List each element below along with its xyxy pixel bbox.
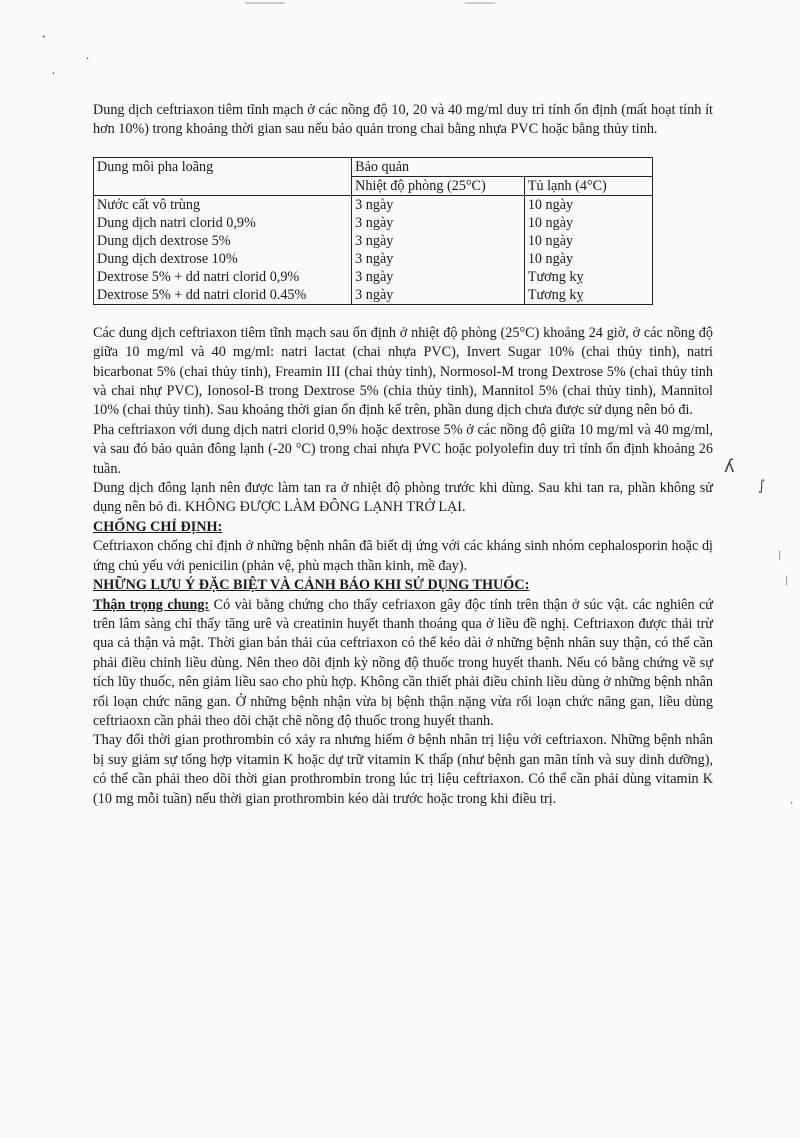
cell-room: 3 ngày	[352, 195, 525, 214]
handwritten-mark: ʎ	[724, 456, 735, 477]
cell-room: 3 ngày	[352, 286, 525, 305]
general-precautions-label: Thận trọng chung:	[93, 596, 210, 613]
header-storage: Bảo quản	[352, 157, 653, 176]
handwritten-mark: ∫	[758, 478, 766, 494]
scan-speck: •	[86, 56, 89, 62]
cell-fridge: 10 ngày	[524, 250, 652, 268]
cell-room: 3 ngày	[352, 250, 525, 268]
table-row	[94, 250, 653, 268]
table-subheader-row	[94, 176, 653, 195]
edge-speck: |	[778, 550, 782, 561]
table-row	[94, 214, 653, 232]
cell-solvent: Dextrose 5% + dd natri clorid 0,9%	[94, 268, 352, 286]
intro-paragraph: Dung dịch ceftriaxon tiêm tĩnh mạch ở các nồng độ 10, 20 và 40 mg/ml duy trì tính ổn định (mất hoạt tính ít hơn 10%) trong khoảng thời gian sau nếu bảo quản trong chai bằng nhựa PVC hoặc bằng thủy tinh.	[93, 102, 713, 138]
stability-paragraph: Pha ceftriaxon với dung dịch natri clorid 0,9% hoặc dextrose 5% ở các nồng độ giữa 10 mg/ml và 40 mg/ml, và sau đó bảo quản đông lạnh (-20 °C) trong chai nhựa PVC hoặc polyolefin duy trì tính ổn định khoảng 26 tuần.	[93, 421, 713, 477]
stability-paragraph: Dung dịch đông lạnh nên được làm tan ra ở nhiệt độ phòng trước khi dùng. Sau khi tan ra, phần không sử dụng nên bỏ đi. KHÔNG ĐƯỢC LÀM ĐÔNG LẠNH TRỞ LẠI.	[93, 480, 713, 516]
table-row	[94, 286, 653, 305]
cell-fridge: 10 ngày	[524, 214, 652, 232]
general-precautions-paragraph	[93, 596, 713, 732]
scan-speck: •	[42, 34, 46, 41]
table-row	[94, 268, 653, 286]
cell-fridge: 10 ngày	[524, 232, 652, 250]
scan-artifact	[465, 2, 495, 4]
cell-room: 3 ngày	[352, 232, 525, 250]
cell-solvent: Dung dịch natri clorid 0,9%	[94, 214, 352, 232]
cell-room: 3 ngày	[352, 214, 525, 232]
cell-solvent: Dung dịch dextrose 5%	[94, 232, 352, 250]
warnings-heading: NHỮNG LƯU Ý ĐẶC BIỆT VÀ CẢNH BÁO KHI SỬ DỤNG THUỐC:	[93, 577, 530, 594]
cell-solvent: Nước cất vô trùng	[94, 195, 352, 214]
table-header-row	[94, 157, 653, 176]
edge-speck: |	[785, 575, 789, 586]
header-solvent: Dung môi pha loãng	[94, 157, 352, 176]
prothrombin-paragraph: Thay đổi thời gian prothrombin có xảy ra nhưng hiếm ở bệnh nhân trị liệu với ceftriaxon. Những bệnh nhân bị suy giảm sự tổng hợp vitamin K hoặc dự trữ vitamin K thấp (như bệnh gan mãn tính và suy dinh dưỡng), có thể cần phải theo dõi thời gian prothrombin trong lúc trị liệu ceftriaxon. Có thể cần phải dùng vitamin K (10 mg mỗi tuần) nếu thời gian prothrombin kéo dài trước hoặc trong khi điều trị.	[93, 732, 713, 807]
scan-artifact	[245, 2, 285, 4]
stability-paragraph: Các dung dịch ceftriaxon tiêm tĩnh mạch sau ổn định ở nhiệt độ phòng (25°C) khoảng 24 giờ, ở các nồng độ giữa 10 mg/ml và 40 mg/ml: natri lactat (chai nhựa PVC), Invert Sugar 10% (chai thủy tinh), natri bicarbonat 5% (chai thủy tinh), Freamin III (chai thủy tinh), Normosol-M trong Dextrose 5% (chai thủy tinh và chai nhự PVC), Ionosol-B trong Dextrose 5% (chia thủy tinh), Mannitol 5% (chai thủy tinh), Mannitol 10% (chai thủy tinh). Sau khoảng thời gian ổn định kể trên, phần dung dịch chưa được sử dụng nên bỏ đi.	[93, 324, 713, 419]
cell-solvent: Dextrose 5% + dd natri clorid 0.45%	[94, 286, 352, 305]
edge-speck: ‚	[790, 795, 794, 806]
header-fridge: Tủ lạnh (4°C)	[524, 176, 652, 195]
stability-table	[93, 157, 653, 305]
general-precautions-text: Có vài bằng chứng cho thấy cefriaxon gây độc tính trên thận ở súc vật. các nghiên cứ trên lâm sàng chỉ thấy tăng urê và creatinin huyết thanh thoáng qua ở liều đề nghị. Ceftriaxon được thải trừ qua cả thận và mật. Thời gian bán thải của ceftriaxon có thể kéo dài ở những bệnh nhân suy thận, có thể cần phải điều chỉnh liều dùng. Nên theo dõi định kỳ nồng độ thuốc trong huyết thanh. Nếu có bằng chứng về sự tích lũy thuốc, nên giảm liều sao cho phù hợp. Không cần thiết phải điều chỉnh liều dùng ở những bệnh nhân rối loạn chức năng gan. Ở những bệnh nhận vừa bị bệnh thận nặng vừa rối loạn chức năng gan, liều dùng ceftriaoxn cần phải theo dõi chặt chẽ nồng độ thuốc trong huyết thanh.	[93, 596, 713, 729]
header-room-temp: Nhiệt độ phòng (25°C)	[352, 176, 525, 195]
table-row	[94, 195, 653, 214]
contraindications-text: Ceftriaxon chống chỉ định ở những bệnh nhân đã biết dị ứng với các kháng sinh nhóm cephalosporin hoặc dị ứng chủ yếu với penicilin (phản vệ, phù mạch thần kinh, mề đay).	[93, 538, 713, 574]
document-body	[93, 101, 713, 809]
scan-speck: •	[52, 71, 55, 77]
cell-fridge: Tương kỵ	[524, 268, 652, 286]
cell-fridge: 10 ngày	[524, 195, 652, 214]
cell-solvent: Dung dịch dextrose 10%	[94, 250, 352, 268]
cell-fridge: Tương kỵ	[524, 286, 652, 305]
table-row	[94, 232, 653, 250]
cell-room: 3 ngày	[352, 268, 525, 286]
header-solvent-spacer	[94, 176, 352, 195]
contraindications-heading: CHỐNG CHỈ ĐỊNH:	[93, 518, 223, 535]
